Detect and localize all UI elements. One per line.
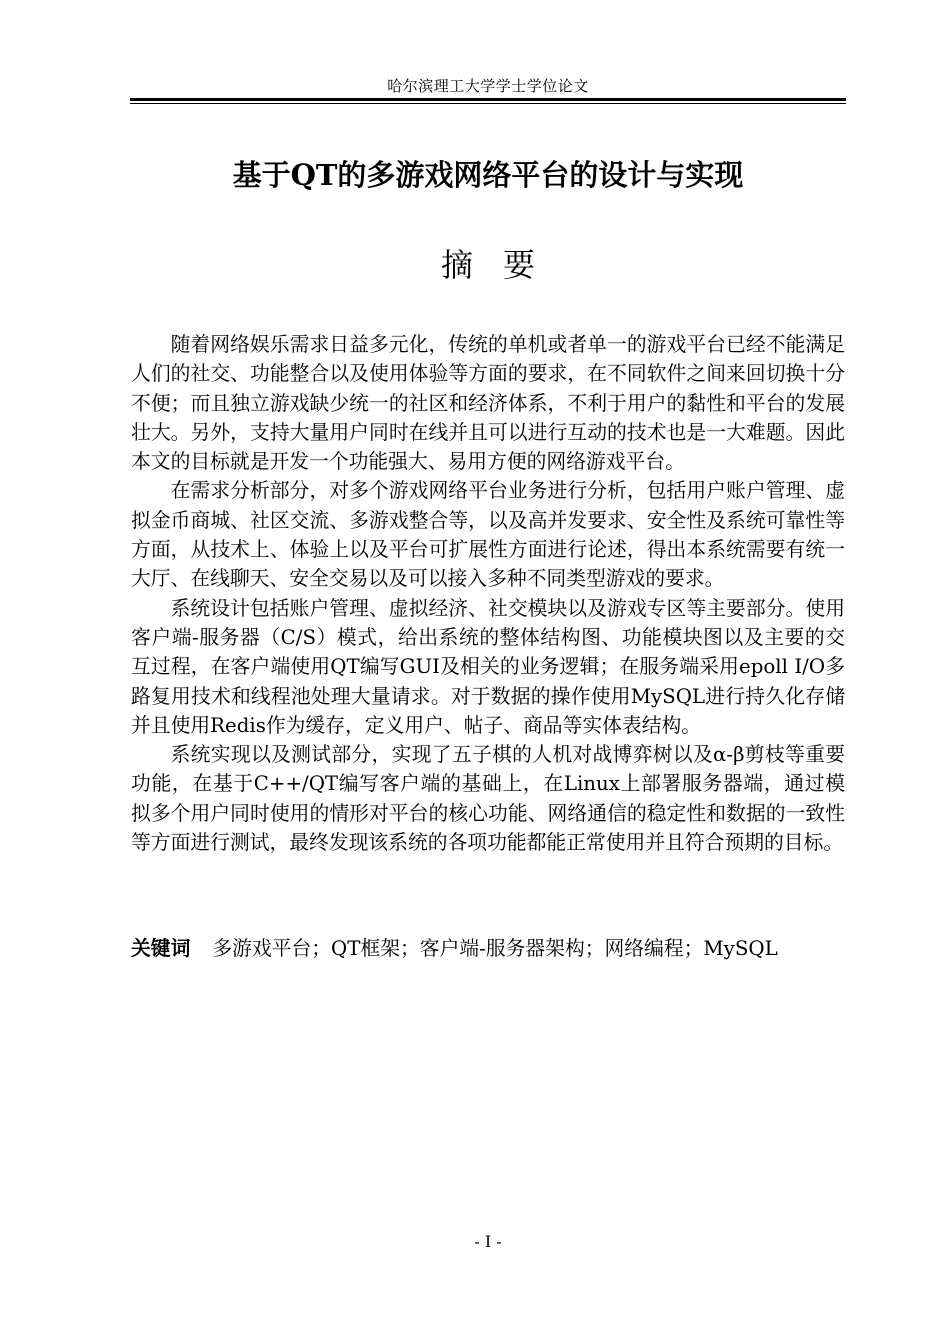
running-header: 哈尔滨理工大学学士学位论文 xyxy=(387,77,589,95)
header-rule-thin xyxy=(130,103,846,104)
abstract-paragraph-2: 在需求分析部分，对多个游戏网络平台业务进行分析，包括用户账户管理、虚拟金币商城、社区交流、多游戏整合等，以及高并发要求、安全性及系统可靠性等方面，从技术上、体验上以及平台可扩展性方面进行论述，得出本系统需要有统一大厅、在线聊天、安全交易以及可以接入多种不同类型游戏的要求。 xyxy=(131,479,845,591)
abstract-body xyxy=(131,330,845,857)
page-number: - I - xyxy=(474,1232,502,1251)
paper-title: 基于QT的多游戏网络平台的设计与实现 xyxy=(232,158,744,192)
keywords-label: 关键词 xyxy=(131,937,191,960)
keywords-text: 多游戏平台；QT框架；客户端-服务器架构；网络编程；MySQL xyxy=(212,937,778,960)
abstract-paragraph-4: 系统实现以及测试部分，实现了五子棋的人机对战博弈树以及α-β剪枝等重要功能，在基于C++/QT编写客户端的基础上，在Linux上部署服务器端，通过模拟多个用户同时使用的情形对平台的核心功能、网络通信的稳定性和数据的一致性等方面进行测试，最终发现该系统的各项功能都能正常使用并且符合预期的目标。 xyxy=(131,743,845,855)
keywords xyxy=(131,934,861,964)
abstract-paragraph-1: 随着网络娱乐需求日益多元化，传统的单机或者单一的游戏平台已经不能满足人们的社交、功能整合以及使用体验等方面的要求，在不同软件之间来回切换十分不便；而且独立游戏缺少统一的社区和经济体系，不利于用户的黏性和平台的发展壮大。另外，支持大量用户同时在线并且可以进行互动的技术也是一大难题。因此本文的目标就是开发一个功能强大、易用方便的网络游戏平台。 xyxy=(131,333,845,474)
abstract-heading: 摘要 xyxy=(440,246,565,284)
header-rule-thick xyxy=(130,98,846,101)
abstract-paragraph-3: 系统设计包括账户管理、虚拟经济、社交模块以及游戏专区等主要部分。使用客户端-服务器（C/S）模式，给出系统的整体结构图、功能模块图以及主要的交互过程，在客户端使用QT编写GUI及相关的业务逻辑；在服务端采用epoll I/O多路复用技术和线程池处理大量请求。对于数据的操作使用MySQL进行持久化存储并且使用Redis作为缓存，定义用户、帖子、商品等实体表结构。 xyxy=(131,596,845,737)
